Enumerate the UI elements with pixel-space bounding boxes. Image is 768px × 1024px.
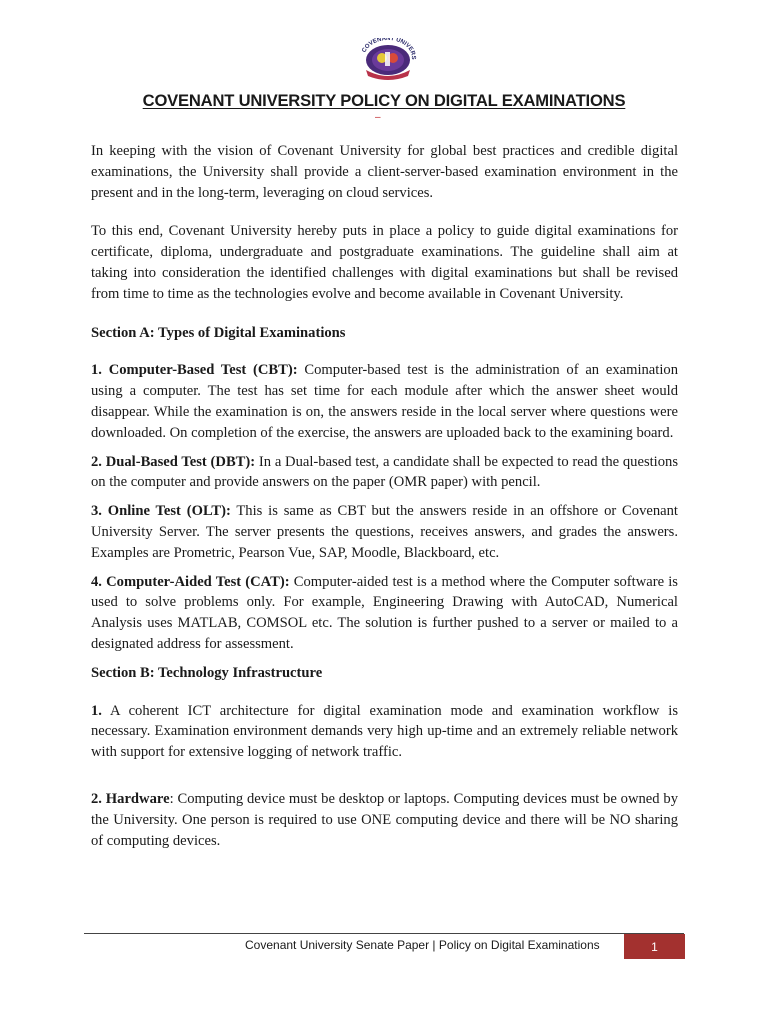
title-mark: – [375,112,381,123]
item-text: Computer-based test is the administration of an examination using a computer. The test has set time for each module after which the answer sheet would disappear. While the examination is on, the answers reside in the local server where questions were downloaded. On completion of the exercise, the answers are uploaded back to the examining board. [91,362,678,441]
item-text: This is same as CBT but the answers reside in an offshore or Covenant University Server. The server presents the questions, receives answers, and grades the answers. Examples are Prometric, Pearson Vue, SAP, Moodle, Blackboard, etc. [91,503,678,561]
document-title: COVENANT UNIVERSITY POLICY ON DIGITAL EXAMINATIONS [142,91,626,110]
section-b-item [91,789,678,851]
section-a-item [91,572,678,655]
intro-paragraph-2: To this end, Covenant University hereby puts in place a policy to guide digital examinations for certificate, diploma, undergraduate and postgraduate examinations. The guideline shall aim at taking into consideration the identified challenges with digital examinations but shall be revised from time to time as the technologies evolve and become available in Covenant University. [91,223,678,302]
item-label: 2. Dual-Based Test (DBT): [91,453,256,470]
section-a-item [91,501,678,563]
item-text: A coherent ICT architecture for digital examination mode and examination workflow is necessary. Examination environment demands very high up-time and an extremely reliable network with support for extensive logging of network traffic. [91,702,678,761]
item-text: : Computing device must be desktop or laptops. Computing devices must be owned by the University. One person is required to use ONE computing device and there will be NO sharing of computing devices. [91,790,678,849]
footer-divider [84,933,684,934]
item-text: Computer-aided test is a method where the Computer software is used to solve problems only. For example, Engineering Drawing with AutoCAD, Numerical Analysis uses MATLAB, COMSOL etc. The solution is further pushed to a server or mailed to a designated address for assessment. [91,573,678,652]
section-b-item [91,701,678,763]
svg-text:COVENANT UNIVERSITY: COVENANT UNIVERS [361,38,417,60]
footer-text: Covenant University Senate Paper | Policy on Digital Examinations [245,938,600,952]
intro-paragraph-1: In keeping with the vision of Covenant University for global best practices and credible digital examinations, the University shall provide a client-server-based examination environment in the present and in the long-term, leveraging on cloud services. [91,143,678,201]
item-label: 3. Online Test (OLT): [91,503,231,520]
item-label: 1. [91,702,102,719]
item-label: 4. Computer-Aided Test (CAT): [91,573,290,590]
item-label: 2. Hardware [91,790,170,807]
document-body [91,141,678,851]
section-a-heading: Section A: Types of Digital Examinations [91,324,346,341]
university-crest-logo [352,38,424,82]
section-a-item [91,452,678,494]
item-label: 1. Computer-Based Test (CBT): [91,362,298,379]
section-b-heading: Section B: Technology Infrastructure [91,664,323,681]
page-number-badge: 1 [624,934,685,959]
item-text: In a Dual-based test, a candidate shall be expected to read the questions on the computer and provide answers on the paper (OMR paper) with pencil. [91,453,679,491]
section-a-item [91,360,678,443]
